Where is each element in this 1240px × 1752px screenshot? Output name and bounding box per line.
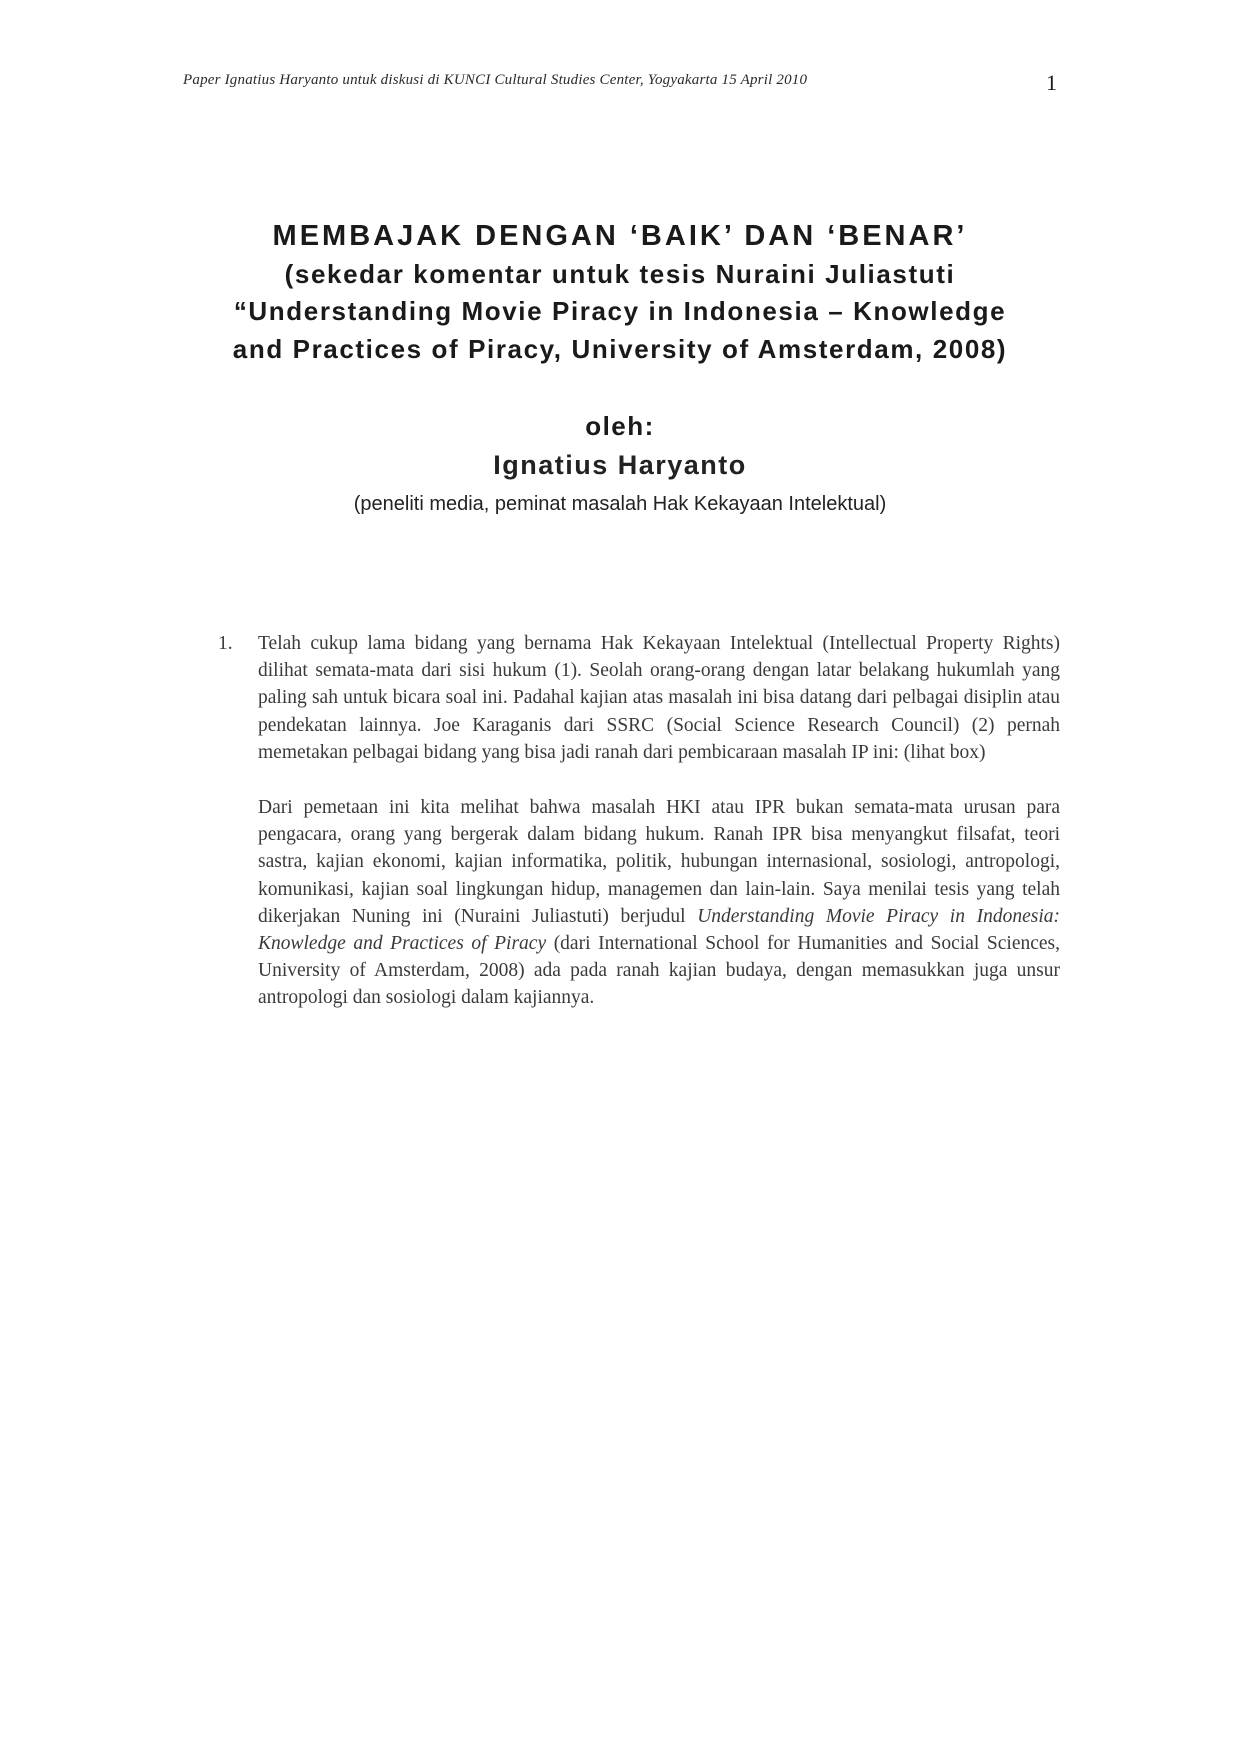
subtitle-line-1: (sekedar komentar untuk tesis Nuraini Juliastuti (284, 258, 956, 289)
title-block (140, 218, 1100, 369)
subtitle-line-2: “Understanding Movie Piracy in Indonesia – Knowledge (233, 296, 1007, 327)
numbered-item (218, 630, 1060, 1012)
paragraph-1: Telah cukup lama bidang yang bernama Hak Kekayaan Intelektual (Intellectual Property Rights) dilihat semata-mata dari sisi hukum (1). Seolah orang-orang dengan latar belakang hukumlah yang paling sah untuk bicara soal ini. Padahal kajian atas masalah ini bisa datang dari pelbagai disiplin atau pendekatan lainnya. Joe Karaganis dari SSRC (Social Science Research Council) (2) pernah memetakan pelbagai bidang yang bisa jadi ranah dari pembicaraan masalah IP ini: (lihat box) (258, 633, 1060, 763)
paragraph-2-text-start: Dari pemetaan ini kita melihat bahwa masalah HKI atau IPR bukan semata-mata urusan para pengacara, orang yang bergerak dalam bidang hukum. Ranah IPR bisa menyangkut filsafat, teori sastra, kajian ekonomi, kajian informatika, politik, hubungan internasional, sosiologi, antropologi, komunikasi, kajian soal lingkungan hidup, managemen dan lain-lain. Saya menilai tesis yang telah dikerjakan Nuning ini (Nuraini Juliastuti) berjudul (258, 797, 1060, 927)
document-title: MEMBAJAK DENGAN ‘BAIK’ DAN ‘BENAR’ (272, 220, 968, 252)
subtitle-line-3: and Practices of Piracy, University of Amsterdam, 2008) (232, 334, 1008, 365)
running-header: Paper Ignatius Haryanto untuk diskusi di KUNCI Cultural Studies Center, Yogyakarta 15 April 2010 (183, 72, 808, 88)
paragraph-2 (258, 794, 1060, 1012)
page-number: 1 (1046, 70, 1057, 95)
byline-oleh: oleh: (585, 411, 655, 441)
author-affiliation: (peneliti media, peminat masalah Hak Kekayaan Intelektual) (353, 492, 887, 515)
thesis-title: Understanding Movie Piracy in Indonesia: Knowledge and Practices of Piracy (258, 905, 1061, 955)
author-name: Ignatius Haryanto (493, 449, 747, 480)
byline (140, 408, 1100, 519)
body-text (218, 630, 1060, 1012)
item-number: 1. (218, 633, 233, 654)
paragraph-2-text-end: (dari International School for Humanities and Social Sciences, University of Amsterdam, 2008) ada pada ranah kajian budaya, dengan memasukkan juga unsur antropologi dan sosiologi dalam kajiannya. (258, 933, 1060, 1009)
